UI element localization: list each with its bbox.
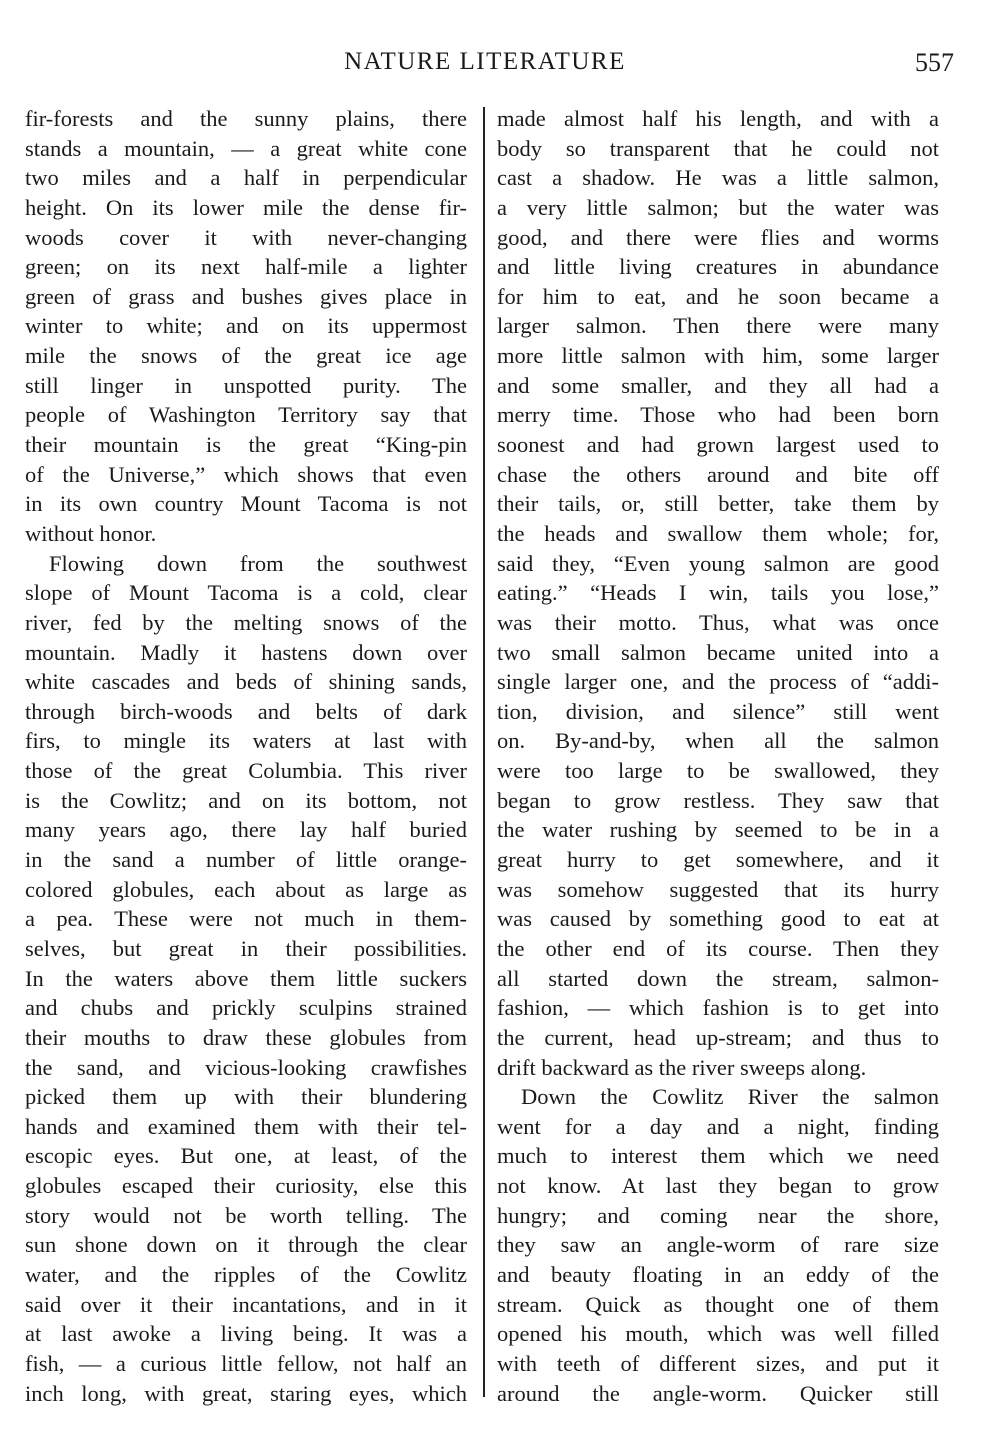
text-line: they saw an angle-worm of rare size (497, 1232, 939, 1258)
text-line: with teeth of different sizes, and put it (497, 1350, 939, 1376)
page-number: 557 (915, 48, 954, 77)
text-line: those of the great Columbia. This river (25, 758, 467, 784)
text-line: single larger one, and the process of “addi- (497, 669, 939, 695)
text-line: fir-forests and the sunny plains, there (25, 106, 467, 131)
text-line: all started down the stream, salmon- (497, 965, 939, 991)
text-line: soonest and had grown largest used to (497, 432, 939, 458)
text-line: much to interest them which we need (497, 1143, 939, 1169)
text-line: green; on its next half-mile a lighter (25, 254, 467, 280)
text-line: and little living creatures in abundance (497, 254, 939, 280)
text-line: story would not be worth telling. The (25, 1202, 467, 1228)
text-line: more little salmon with him, some larger (497, 343, 939, 369)
text-line: through birch-woods and belts of dark (25, 698, 467, 724)
text-line: winter to white; and on its uppermost (25, 313, 467, 339)
text-line: two small salmon became united into a (497, 639, 939, 665)
text-line: stream. Quick as thought one of them (497, 1291, 939, 1317)
text-line: was caused by something good to eat at (497, 906, 939, 932)
text-line: picked them up with their blundering (25, 1084, 467, 1110)
text-line: and some smaller, and they all had a (497, 372, 939, 398)
text-line: inch long, with great, staring eyes, which (25, 1380, 467, 1406)
text-line: and chubs and prickly sculpins strained (25, 995, 467, 1021)
text-line: made almost half his length, and with a (497, 106, 939, 131)
text-line: their tails, or, still better, take them by (497, 491, 939, 517)
text-line: hungry; and coming near the shore, (497, 1202, 939, 1228)
text-line: woods cover it with never-changing (25, 224, 467, 250)
paragraph-end-line: without honor. (25, 520, 157, 546)
text-line: tion, division, and silence” still went (497, 698, 939, 724)
text-line: hands and examined them with their tel- (25, 1113, 467, 1139)
text-line: merry time. Those who had been born (497, 402, 939, 428)
text-line: mile the snows of the great ice age (25, 343, 467, 369)
running-header (0, 48, 1000, 88)
text-line: on. By-and-by, when all the salmon (497, 728, 939, 754)
left-column (25, 104, 467, 1408)
text-line: and beauty floating in an eddy of the (497, 1261, 939, 1287)
text-line: the heads and swallow them whole; for, (497, 520, 939, 546)
running-title: NATURE LITERATURE (344, 48, 626, 75)
paragraph-start-line: Down the Cowlitz River the salmon (521, 1084, 939, 1110)
text-line: began to grow restless. They saw that (497, 787, 939, 813)
text-line: cast a shadow. He was a little salmon, (497, 165, 939, 191)
text-line: went for a day and a night, finding (497, 1113, 939, 1139)
text-line: around the angle-worm. Quicker still (497, 1380, 939, 1406)
text-line: good, and there were flies and worms (497, 224, 939, 250)
text-line: two miles and a half in perpendicular (25, 165, 467, 191)
text-line: the water rushing by seemed to be in a (497, 817, 939, 843)
text-line: the other end of its course. Then they (497, 935, 939, 961)
text-line: river, fed by the melting snows of the (25, 609, 467, 635)
text-line: green of grass and bushes gives place in (25, 283, 467, 309)
text-line: great hurry to get somewhere, and it (497, 847, 939, 873)
text-line: globules escaped their curiosity, else this (25, 1173, 467, 1199)
paragraph-end-line: drift backward as the river sweeps along. (497, 1054, 867, 1080)
text-line: colored globules, each about as large as (25, 876, 467, 902)
text-line: sun shone down on it through the clear (25, 1232, 467, 1258)
text-line: their mouths to draw these globules from (25, 1024, 467, 1050)
text-line: is the Cowlitz; and on its bottom, not (25, 787, 467, 813)
text-line: stands a mountain, — a great white cone (25, 135, 467, 161)
text-line: escopic eyes. But one, at least, of the (25, 1143, 467, 1169)
text-line: still linger in unspotted purity. The (25, 372, 467, 398)
text-line: were too large to be swallowed, they (497, 758, 939, 784)
text-line: selves, but great in their possibilities. (25, 935, 467, 961)
text-line: a very little salmon; but the water was (497, 194, 939, 220)
text-line: In the waters above them little suckers (25, 965, 467, 991)
text-line: chase the others around and bite off (497, 461, 939, 487)
text-line: larger salmon. Then there were many (497, 313, 939, 339)
text-line: the sand, and vicious-looking crawfishes (25, 1054, 467, 1080)
text-line: height. On its lower mile the dense fir- (25, 194, 467, 220)
text-line: in its own country Mount Tacoma is not (25, 491, 467, 517)
text-line: at last awoke a living being. It was a (25, 1321, 467, 1347)
text-line: of the Universe,” which shows that even (25, 461, 467, 487)
text-line: said they, “Even young salmon are good (497, 550, 939, 576)
text-line: opened his mouth, which was well filled (497, 1321, 939, 1347)
text-line: the current, head up-stream; and thus to (497, 1024, 939, 1050)
paragraph-start-line: Flowing down from the southwest (49, 550, 467, 576)
text-line: fish, — a curious little fellow, not half an (25, 1350, 467, 1376)
text-line: eating.” “Heads I win, tails you lose,” (497, 580, 939, 606)
text-line: for him to eat, and he soon became a (497, 283, 939, 309)
text-line: not know. At last they began to grow (497, 1173, 939, 1199)
right-column (497, 104, 939, 1408)
text-line: their mountain is the great “King-pin (25, 432, 467, 458)
text-line: fashion, — which fashion is to get into (497, 995, 939, 1021)
text-line: in the sand a number of little orange- (25, 847, 467, 873)
text-line: slope of Mount Tacoma is a cold, clear (25, 580, 467, 606)
text-line: a pea. These were not much in them- (25, 906, 467, 932)
text-line: white cascades and beds of shining sands, (25, 669, 467, 695)
text-line: mountain. Madly it hastens down over (25, 639, 467, 665)
column-divider (483, 107, 485, 1397)
text-line: body so transparent that he could not (497, 135, 939, 161)
text-line: many years ago, there lay half buried (25, 817, 467, 843)
text-line: was somehow suggested that its hurry (497, 876, 939, 902)
text-line: firs, to mingle its waters at last with (25, 728, 467, 754)
text-line: water, and the ripples of the Cowlitz (25, 1261, 467, 1287)
text-line: people of Washington Territory say that (25, 402, 467, 428)
text-line: was their motto. Thus, what was once (497, 609, 939, 635)
text-line: said over it their incantations, and in it (25, 1291, 467, 1317)
